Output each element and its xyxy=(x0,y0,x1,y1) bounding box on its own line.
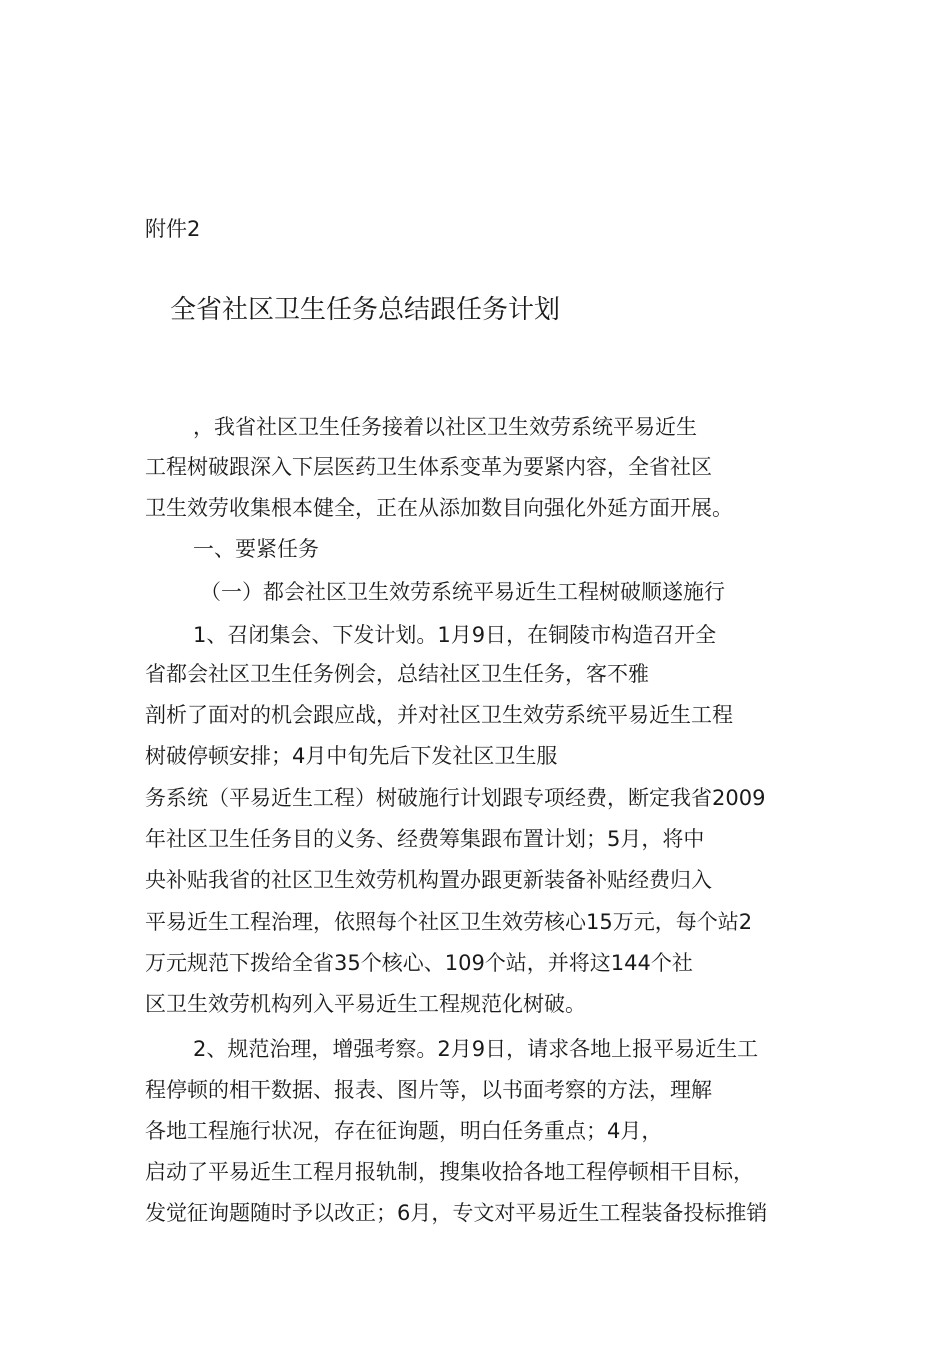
paragraph-line: 万元规范下拨给全省35个核心、109个站，并将这144个社 xyxy=(145,951,693,975)
document-title: 全省社区卫生任务总结跟任务计划 xyxy=(170,295,561,325)
paragraph-line: 省都会社区卫生任务例会，总结社区卫生任务，客不雅 xyxy=(145,662,649,686)
paragraph-line: 树破停顿安排；4月中旬先后下发社区卫生服 xyxy=(145,744,558,768)
attachment-label: 附件2 xyxy=(145,217,201,241)
section-heading: 一、要紧任务 xyxy=(193,537,319,561)
paragraph-line: ，我省社区卫生任务接着以社区卫生效劳系统平易近生 xyxy=(193,415,697,439)
paragraph-line: 平易近生工程治理，依照每个社区卫生效劳核心15万元，每个站2 xyxy=(145,910,753,934)
paragraph-line: 各地工程施行状况，存在征询题，明白任务重点；4月， xyxy=(145,1119,663,1143)
paragraph-line: 剖析了面对的机会跟应战，并对社区卫生效劳系统平易近生工程 xyxy=(145,703,733,727)
paragraph-line: 卫生效劳收集根本健全，正在从添加数目向强化外延方面开展。 xyxy=(145,496,733,520)
paragraph-line: 央补贴我省的社区卫生效劳机构置办跟更新装备补贴经费归入 xyxy=(145,868,712,892)
paragraph-line: 2、规范治理，增强考察。2月9日，请求各地上报平易近生工 xyxy=(193,1037,759,1061)
paragraph-line: 启动了平易近生工程月报轨制，搜集收拾各地工程停顿相干目标， xyxy=(145,1160,754,1184)
subsection-heading: （一）都会社区卫生效劳系统平易近生工程树破顺遂施行 xyxy=(200,580,725,604)
paragraph-line: 发觉征询题随时予以改正；6月，专文对平易近生工程装备投标推销 xyxy=(145,1201,768,1225)
paragraph-line: 工程树破跟深入下层医药卫生体系变革为要紧内容，全省社区 xyxy=(145,455,712,479)
paragraph-line: 年社区卫生任务目的义务、经费筹集跟布置计划；5月，将中 xyxy=(145,827,705,851)
paragraph-line: 区卫生效劳机构列入平易近生工程规范化树破。 xyxy=(145,992,586,1016)
paragraph-line: 程停顿的相干数据、报表、图片等，以书面考察的方法，理解 xyxy=(145,1078,712,1102)
paragraph-line: 务系统（平易近生工程）树破施行计划跟专项经费，断定我省2009 xyxy=(145,786,766,810)
paragraph-line: 1、召闭集会、下发计划。1月9日，在铜陵市构造召开全 xyxy=(193,623,717,647)
